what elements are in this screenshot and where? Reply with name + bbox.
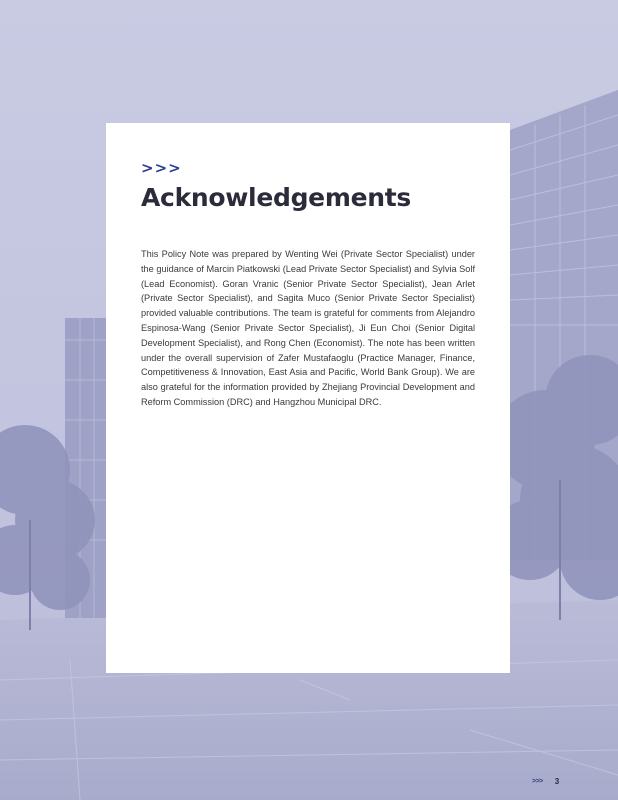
acknowledgements-card bbox=[106, 123, 510, 673]
page-number: 3 bbox=[554, 777, 560, 786]
section-marker: >>> bbox=[141, 159, 182, 177]
acknowledgements-body: This Policy Note was prepared by Wenting Wei (Private Sector Specialist) under the guidance of Marcin Piatkowski (Lead Private Sector Specialist) and Sylvia Solf (Lead Economist). Goran Vranic (Senior Private Sector Specialist), Jean Arlet (Private Sector Specialist), and Sagita Muco (Senior Private Sector Specialist) provided valuable contributions. The team is grateful for comments from Alejandro Espinosa-Wang (Senior Private Sector Specialist), Ji Eun Choi (Senior Digital Development Specialist), and Rong Chen (Economist). The note has been written under the overall supervision of Zafer Mustafaoglu (Practice Manager, Finance, Competitiveness & Innovation, East Asia and Pacific, World Bank Group). We are also grateful for the information provided by Zhejiang Provincial Development and Reform Commission (DRC) and Hangzhou Municipal DRC. bbox=[141, 249, 475, 407]
page-title: Acknowledgements bbox=[141, 183, 411, 212]
footer-marker: >>> bbox=[532, 778, 543, 785]
page-footer bbox=[532, 777, 559, 786]
